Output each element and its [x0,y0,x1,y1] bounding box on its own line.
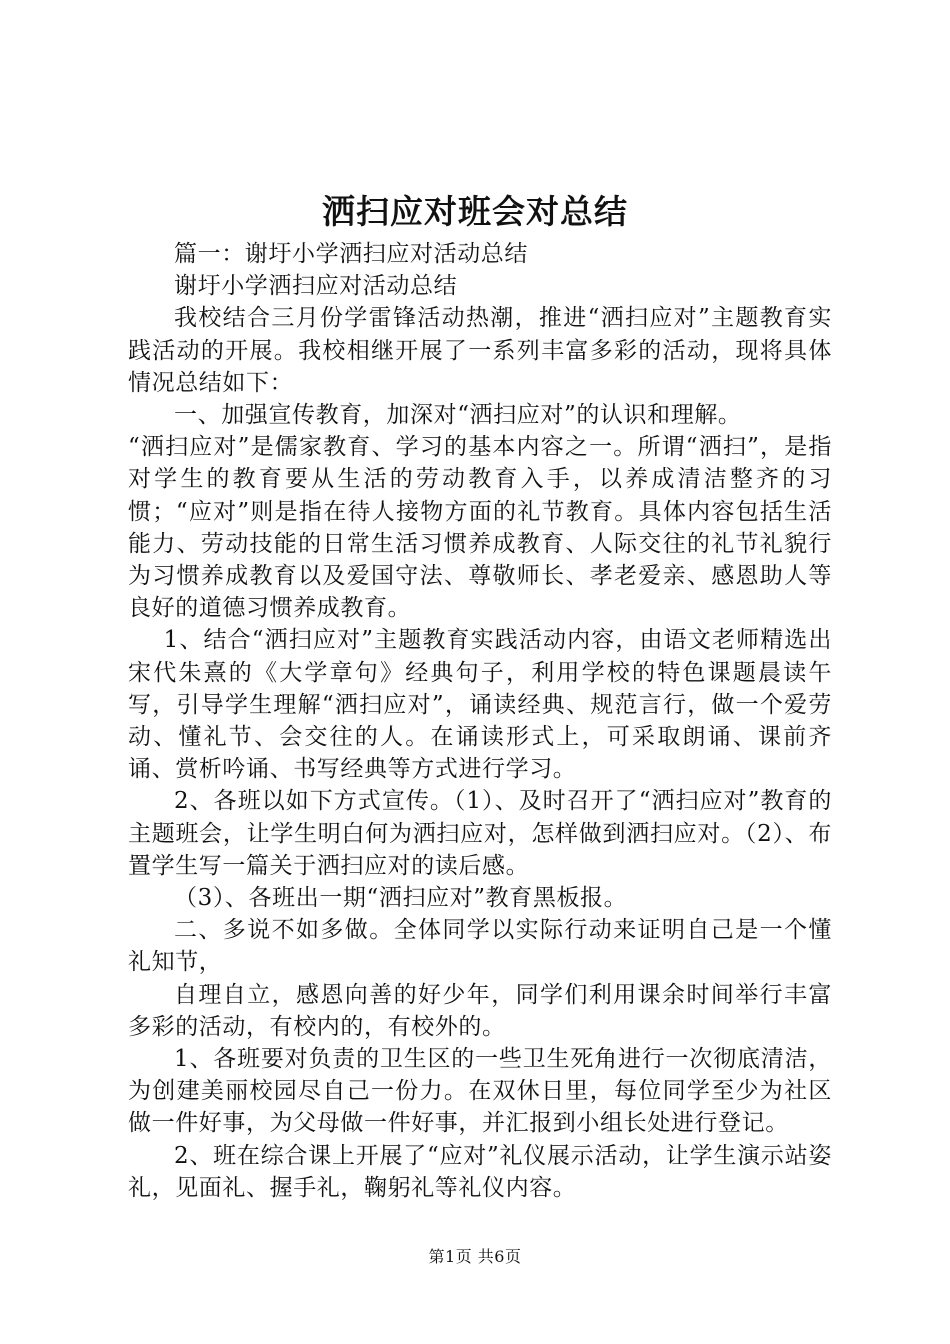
paragraph: “洒扫应对”是儒家教育、学习的基本内容之一。所谓“洒扫”，是指对学生的教育要从生活的劳动教育入手，以养成清洁整齐的习惯；“应对”则是指在待人接物方面的礼节教育。具体内容包括生活能力、劳动技能的日常生活习惯养成教育、人际交往的礼节礼貌行为习惯养成教育以及爱国守法、尊敬师长、孝老爱亲、感恩助人等良好的道德习惯养成教育。 [128,434,832,622]
paragraph: 1、结合“洒扫应对”主题教育实践活动内容，由语文老师精选出宋代朱熹的《大学章句》经典句子，利用学校的特色课题晨读午写，引导学生理解“洒扫应对”，诵读经典、规范言行，做一个爱劳动、懂礼节、会交往的人。在诵读形式上，可采取朗诵、课前齐诵、赏析吟诵、书写经典等方式进行学习。 [128,627,832,783]
subtitle: 谢圩小学洒扫应对活动总结 [174,273,458,300]
paragraph: 我校结合三月份学雷锋活动热潮，推进“洒扫应对”主题教育实践活动的开展。我校相继开展了一系列丰富多彩的活动，现将具体情况总结如下： [128,305,832,396]
paragraph: 1、各班要对负责的卫生区的一些卫生死角进行一次彻底清洁，为创建美丽校园尽自己一份力。在双休日里，每位同学至少为社区做一件好事，为父母做一件好事，并汇报到小组长处进行登记。 [128,1046,832,1137]
paragraph: 一、加强宣传教育，加深对“洒扫应对”的认识和理解。 [174,402,742,429]
section-heading: 篇一：谢圩小学洒扫应对活动总结 [174,241,528,267]
document-title: 洒扫应对班会对总结 [322,192,628,231]
paragraph: 2、各班以如下方式宣传。（1）、及时召开了“洒扫应对”教育的主题班会，让学生明白何为洒扫应对，怎样做到洒扫应对。（2）、布置学生写一篇关于洒扫应对的读后感。 [128,788,832,879]
paragraph: 2、班在综合课上开展了“应对”礼仪展示活动，让学生演示站姿礼，见面礼、握手礼，鞠躬礼等礼仪内容。 [128,1142,832,1201]
page-number-footer: 第1页 共6页 [428,1247,522,1266]
paragraph: （3）、各班出一期“洒扫应对”教育黑板报。 [174,885,628,912]
document-body [128,238,832,1204]
paragraph: 二、多说不如多做。全体同学以实际行动来证明自己是一个懂礼知节， [128,917,832,976]
paragraph: 自理自立，感恩向善的好少年，同学们利用课余时间举行丰富多彩的活动，有校内的，有校外的。 [128,981,832,1040]
